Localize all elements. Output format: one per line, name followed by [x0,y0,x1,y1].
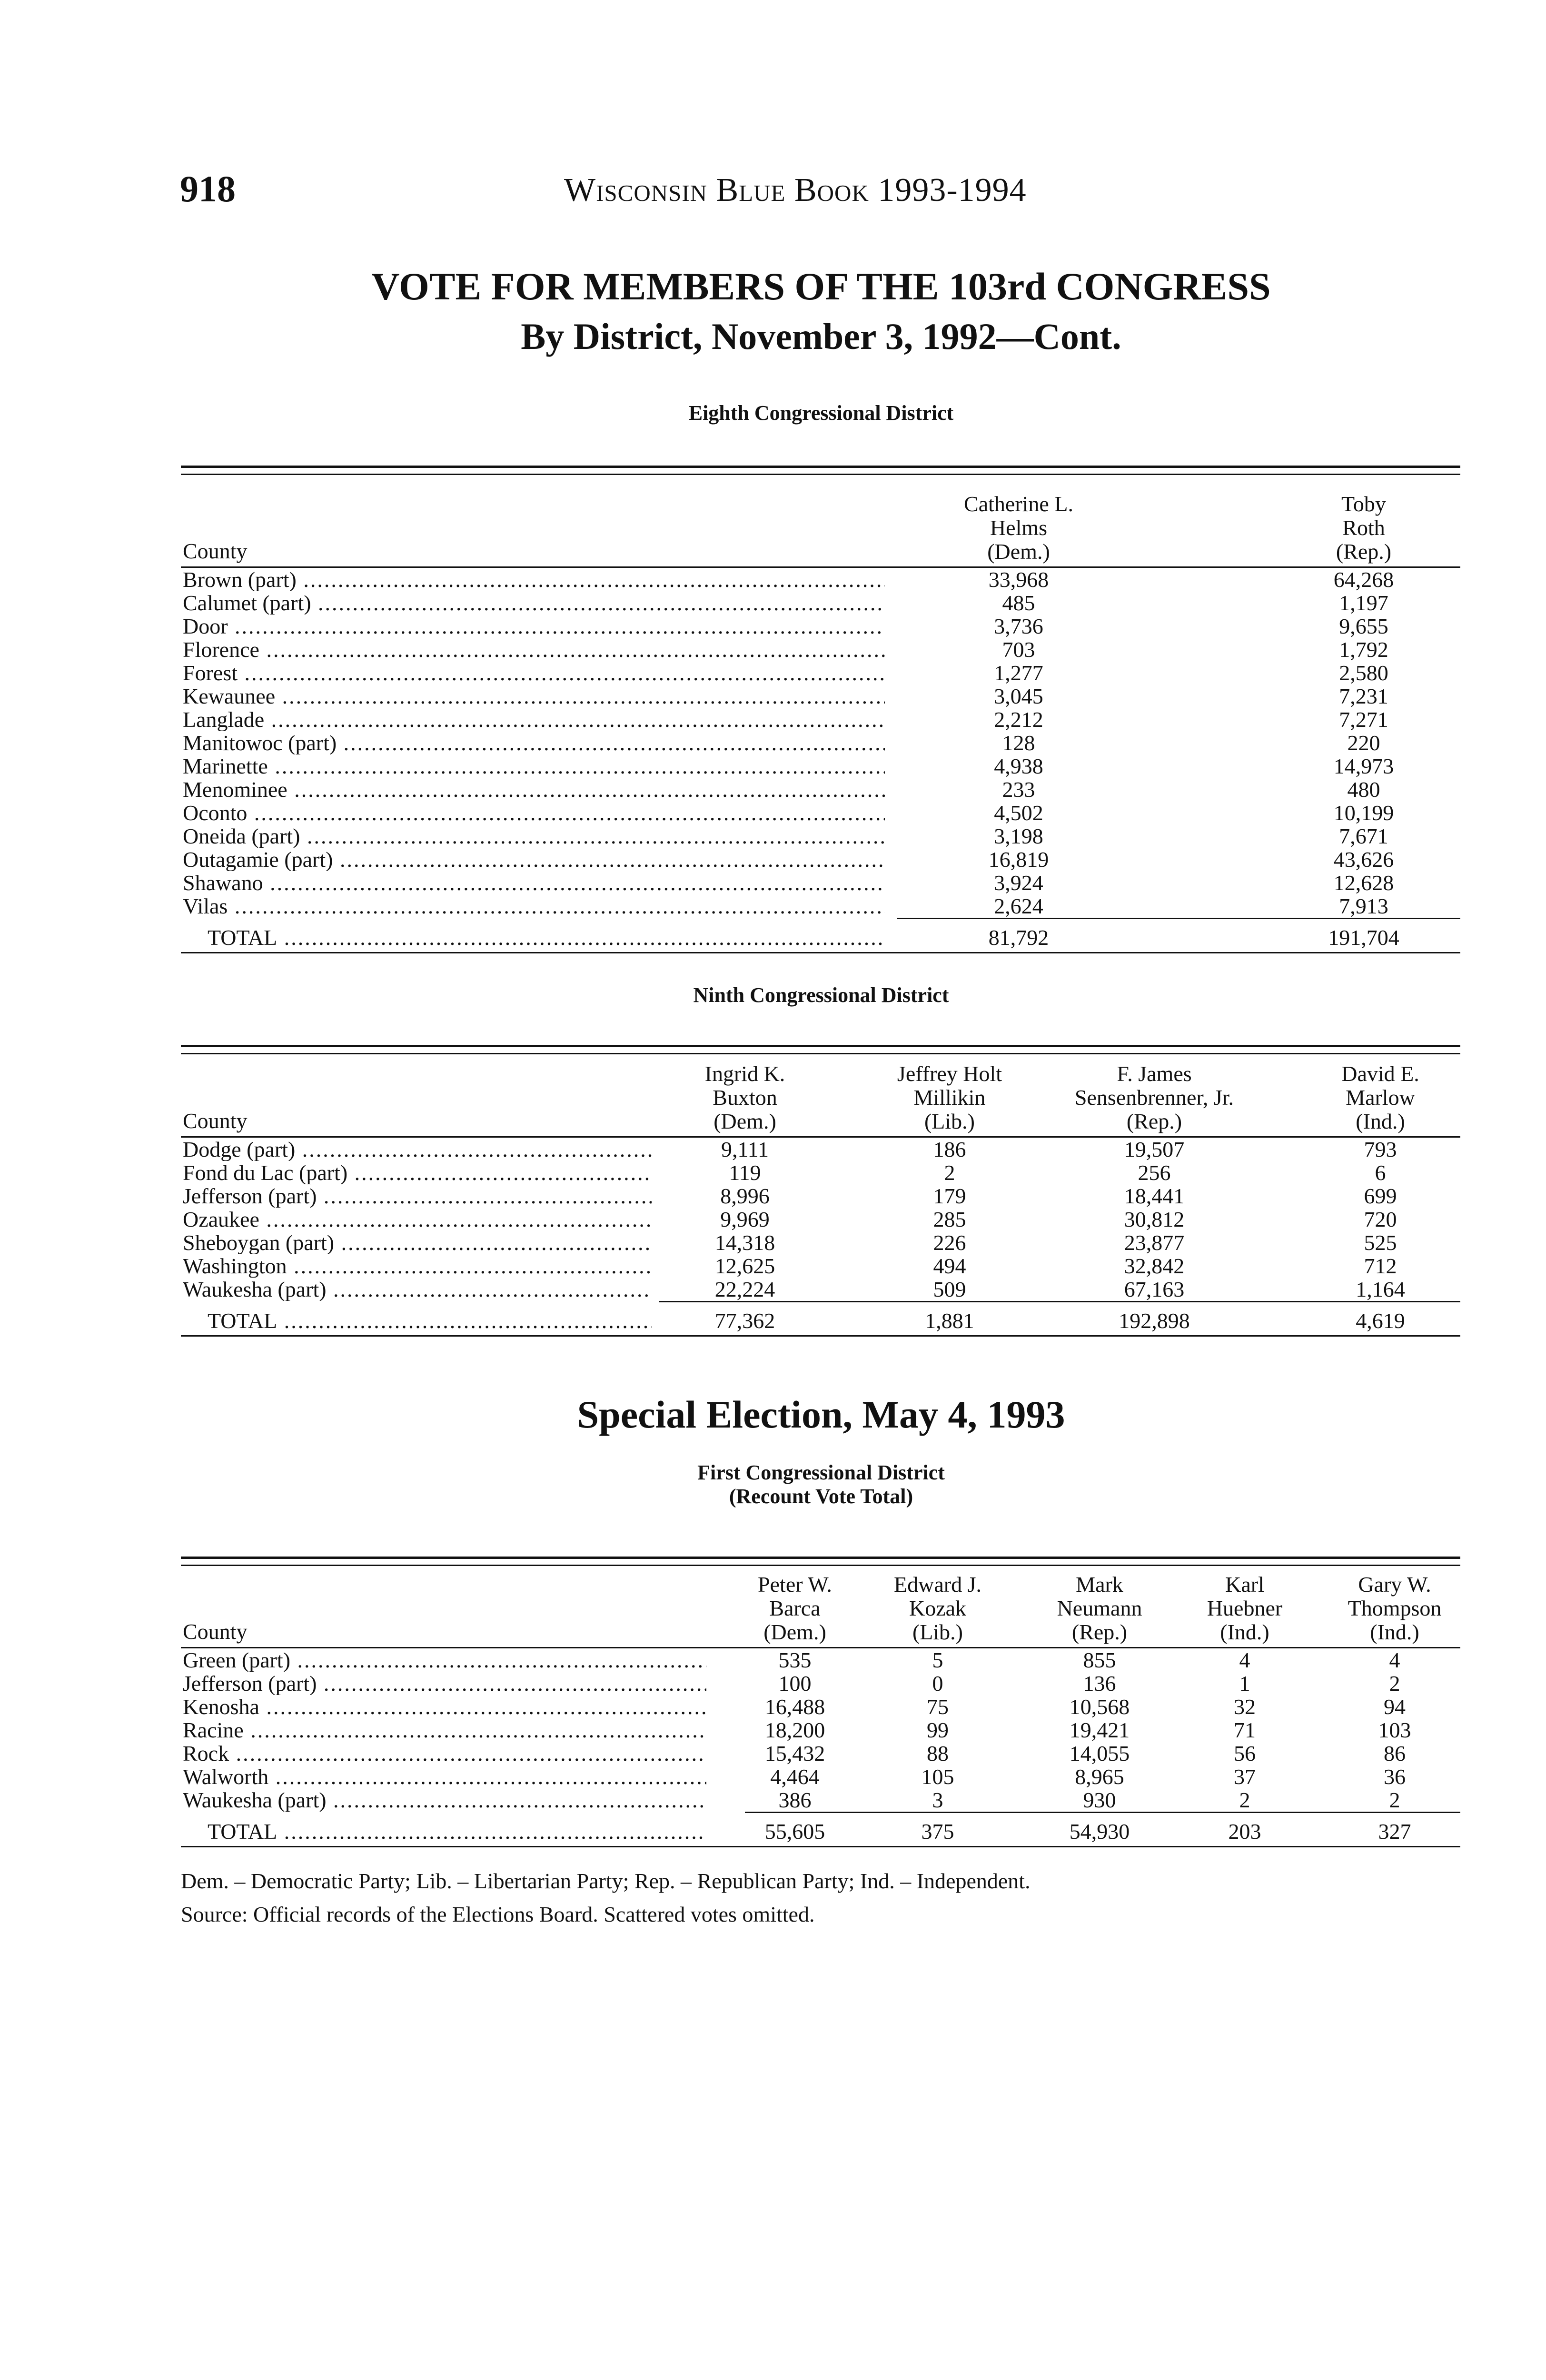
vote-count: 103 [1378,1718,1411,1742]
vote-count: 186 [933,1137,966,1161]
eighth-district-title: Eighth Congressional District [688,401,954,425]
table-row [181,1765,1460,1788]
county-name: Ozaukee ..... [183,1208,652,1231]
abbreviations-footnote: Dem. – Democratic Party; Lib. – Libertarian Party; Rep. – Republican Party; Ind. – Independent. [181,1869,1031,1893]
total-label: TOTAL ..... [208,1817,706,1846]
vote-count: 19,421 [1069,1718,1130,1742]
vote-count: 3 [932,1788,943,1812]
table-top-rule [181,1557,1460,1559]
vote-count: 16,488 [764,1695,825,1719]
vote-count: 4,502 [994,801,1043,825]
vote-count: 67,163 [1124,1277,1185,1301]
table-row [181,1231,1460,1254]
vote-count: 14,318 [714,1230,775,1255]
candidate-name: Edward J. [894,1572,981,1597]
vote-count: 119 [729,1160,761,1185]
vote-count: 100 [778,1671,812,1696]
vote-count: 5 [932,1648,943,1672]
vote-count: 15,432 [764,1741,825,1765]
total-vote-count: 375 [921,1819,954,1844]
vote-count: 2,624 [994,894,1043,918]
table-row [181,638,1460,661]
table-row [181,1672,1460,1695]
vote-count: 2,212 [994,707,1043,732]
county-name: Sheboygan (part) ..... [183,1231,652,1254]
vote-count: 71 [1234,1718,1256,1742]
vote-count: 12,625 [714,1254,775,1278]
vote-count: 386 [778,1788,812,1812]
table-row [181,1788,1460,1812]
county-name: Walworth ..... [183,1765,706,1788]
county-name: Langlade ..... [183,708,885,731]
table-row [181,848,1460,871]
county-name: Oconto ..... [183,801,885,824]
table-bottom-rule [181,1846,1460,1847]
candidate-header [1333,1573,1457,1644]
total-vote-count: 4,619 [1356,1309,1405,1333]
table-row [181,894,1460,918]
county-name: Racine ..... [183,1718,706,1742]
county-name: Vilas ..... [183,894,885,918]
table-row [181,1138,1460,1161]
vote-count: 7,271 [1339,707,1388,732]
vote-count: 94 [1384,1695,1406,1719]
county-name: Calumet (part) ..... [183,591,885,615]
candidate-party: (Dem.) [714,1109,776,1133]
vote-count: 226 [933,1230,966,1255]
candidate-party: (Ind.) [1370,1620,1419,1644]
vote-count: 32 [1234,1695,1256,1719]
candidate-name: Barca [769,1596,821,1620]
candidate-header [1188,1573,1302,1644]
candidate-party: (Rep.) [1126,1109,1182,1133]
vote-count: 75 [927,1695,949,1719]
vote-count: 33,968 [988,567,1049,592]
vote-count: 64,268 [1333,567,1394,592]
vote-count: 9,969 [720,1207,770,1231]
candidate-name: Neumann [1057,1596,1142,1620]
candidate-party: (Ind.) [1220,1620,1269,1644]
table-row [181,801,1460,824]
eighth-district-table [181,466,1460,953]
vote-count: 12,628 [1333,871,1394,895]
vote-count: 4,938 [994,754,1043,778]
candidate-header [1033,1573,1166,1644]
county-name: Manitowoc (part) ..... [183,731,885,754]
candidate-name: Ingrid K. [704,1061,785,1086]
vote-count: 8,965 [1075,1765,1124,1789]
total-label: TOTAL ..... [208,1307,652,1335]
table-row [181,1718,1460,1742]
county-name: Forest ..... [183,661,885,684]
vote-count: 179 [933,1184,966,1208]
vote-count: 1 [1239,1671,1250,1696]
total-vote-count: 327 [1378,1819,1411,1844]
candidate-name: Roth [1342,516,1385,540]
candidate-header [923,492,1114,564]
vote-count: 22,224 [714,1277,775,1301]
vote-count: 703 [1002,637,1035,662]
table-bottom-rule [181,1335,1460,1337]
page-title: VOTE FOR MEMBERS OF THE 103rd CONGRESS [371,265,1271,308]
candidate-name: Catherine L. [964,492,1073,516]
county-name: Waukesha (part) ..... [183,1788,706,1812]
source-footnote: Source: Official records of the Elections Board. Scattered votes omitted. [181,1902,815,1926]
vote-count: 56 [1234,1741,1256,1765]
candidate-party: (Rep.) [1071,1620,1128,1644]
candidate-header [876,1573,1000,1644]
county-column-header: County [183,539,248,563]
vote-count: 14,973 [1333,754,1394,778]
candidate-name: Marlow [1346,1085,1415,1110]
vote-count: 712 [1364,1254,1397,1278]
vote-count: 0 [932,1671,943,1696]
total-vote-count: 55,605 [764,1819,825,1844]
vote-count: 128 [1002,731,1035,755]
table-body [181,1138,1460,1301]
candidate-name: Millikin [913,1085,986,1110]
candidate-party: (Dem.) [987,539,1050,564]
page-subtitle: By District, November 3, 1992—Cont. [521,316,1121,357]
total-rule [745,1812,1460,1813]
vote-count: 793 [1364,1137,1397,1161]
candidate-name: Kozak [909,1596,967,1620]
table-row [181,778,1460,801]
vote-count: 699 [1364,1184,1397,1208]
county-name: Jefferson (part) ..... [183,1184,652,1208]
county-name: Florence ..... [183,638,885,661]
candidate-name: Helms [990,516,1048,540]
vote-count: 509 [933,1277,966,1301]
vote-count: 1,792 [1339,637,1388,662]
vote-count: 7,671 [1339,824,1388,848]
vote-count: 88 [927,1741,949,1765]
vote-count: 9,655 [1339,614,1388,638]
vote-count: 3,045 [994,684,1043,708]
table-body [181,568,1460,918]
vote-count: 485 [1002,591,1035,615]
vote-count: 256 [1138,1160,1171,1185]
vote-count: 2 [1389,1788,1400,1812]
vote-count: 30,812 [1124,1207,1185,1231]
vote-count: 7,231 [1339,684,1388,708]
candidate-party: (Dem.) [763,1620,826,1644]
vote-count: 37 [1234,1765,1256,1789]
candidate-header [1042,1062,1266,1133]
vote-count: 10,568 [1069,1695,1130,1719]
total-vote-count: 191,704 [1328,925,1399,950]
county-name: Rock ..... [183,1742,706,1765]
candidate-party: (Rep.) [1336,539,1392,564]
county-column-header: County [183,1109,248,1133]
candidate-name: Karl [1225,1572,1264,1597]
vote-count: 220 [1347,731,1380,755]
total-vote-count: 192,898 [1119,1309,1190,1333]
vote-count: 32,842 [1124,1254,1185,1278]
candidate-party: (Lib.) [912,1620,963,1644]
vote-count: 2 [1239,1788,1250,1812]
candidate-name: Thompson [1348,1596,1442,1620]
county-name: Brown (part) ..... [183,568,885,591]
ninth-district-table [181,1045,1460,1337]
vote-count: 494 [933,1254,966,1278]
table-row [181,568,1460,591]
page-number: 918 [180,168,236,209]
total-row [181,923,1460,952]
vote-count: 18,200 [764,1718,825,1742]
vote-count: 525 [1364,1230,1397,1255]
vote-count: 18,441 [1124,1184,1185,1208]
table-row [181,1648,1460,1672]
vote-count: 720 [1364,1207,1397,1231]
special-district-note: (Recount Vote Total) [729,1485,913,1508]
table-row [181,1161,1460,1184]
special-election-title: Special Election, May 4, 1993 [577,1393,1065,1436]
table-row [181,1208,1460,1231]
vote-count: 86 [1384,1741,1406,1765]
vote-count: 1,197 [1339,591,1388,615]
vote-count: 8,996 [720,1184,770,1208]
vote-count: 16,819 [988,847,1049,872]
vote-count: 36 [1384,1765,1406,1789]
candidate-name: Huebner [1207,1596,1283,1620]
vote-count: 480 [1347,777,1380,802]
vote-count: 855 [1083,1648,1116,1672]
table-header [181,475,1460,566]
county-name: Green (part) ..... [183,1648,706,1672]
county-name: Dodge (part) ..... [183,1138,652,1161]
candidate-name: Mark [1076,1572,1123,1597]
running-head: Wisconsin Blue Book 1993-1994 [564,172,1027,208]
county-name: Door ..... [183,615,885,638]
vote-count: 136 [1083,1671,1116,1696]
total-vote-count: 1,881 [925,1309,974,1333]
vote-count: 7,913 [1339,894,1388,918]
county-name: Outagamie (part) ..... [183,848,885,871]
table-row [181,871,1460,894]
table-row [181,591,1460,615]
candidate-name: F. James [1117,1061,1192,1086]
county-name: Washington ..... [183,1254,652,1278]
table-row [181,684,1460,708]
candidate-party: (Ind.) [1356,1109,1405,1133]
table-top-rule [181,1045,1460,1047]
county-name: Fond du Lac (part) ..... [183,1161,652,1184]
vote-count: 1,277 [994,661,1043,685]
vote-count: 10,199 [1333,801,1394,825]
table-row [181,1278,1460,1301]
vote-count: 2 [1389,1671,1400,1696]
table-row [181,1184,1460,1208]
vote-count: 3,924 [994,871,1043,895]
vote-count: 4 [1389,1648,1400,1672]
candidate-party: (Lib.) [924,1109,975,1133]
vote-count: 233 [1002,777,1035,802]
table-row [181,1742,1460,1765]
county-name: Shawano ..... [183,871,885,894]
candidate-header [1309,1062,1452,1133]
total-vote-count: 77,362 [714,1309,775,1333]
table-row [181,754,1460,778]
table-header [181,1054,1460,1136]
vote-count: 535 [778,1648,812,1672]
candidate-header [1297,492,1430,564]
candidate-header [657,1062,833,1133]
county-name: Jefferson (part) ..... [183,1672,706,1695]
vote-count: 2,580 [1339,661,1388,685]
county-name: Kewaunee ..... [183,684,885,708]
total-rule [659,1301,1460,1302]
total-vote-count: 54,930 [1069,1819,1130,1844]
vote-count: 9,111 [721,1137,769,1161]
county-name: Oneida (part) ..... [183,824,885,848]
total-vote-count: 81,792 [988,925,1049,950]
candidate-name: Peter W. [758,1572,832,1597]
special-district-title: First Congressional District [697,1461,945,1484]
candidate-name: Toby [1341,492,1386,516]
vote-count: 3,198 [994,824,1043,848]
table-row [181,1254,1460,1278]
table-row [181,661,1460,684]
special-election-table [181,1557,1460,1847]
table-row [181,1695,1460,1718]
total-row [181,1307,1460,1335]
vote-count: 19,507 [1124,1137,1185,1161]
candidate-name: Jeffrey Holt [897,1061,1002,1086]
total-rule [897,918,1460,919]
county-name: Marinette ..... [183,754,885,778]
table-row [181,708,1460,731]
candidate-name: Sensenbrenner, Jr. [1074,1085,1234,1110]
candidate-name: David E. [1341,1061,1419,1086]
vote-count: 23,877 [1124,1230,1185,1255]
vote-count: 105 [921,1765,954,1789]
vote-count: 2 [944,1160,955,1185]
vote-count: 6 [1375,1160,1386,1185]
county-name: Waukesha (part) ..... [183,1278,652,1301]
ninth-district-title: Ninth Congressional District [693,983,949,1007]
vote-count: 930 [1083,1788,1116,1812]
table-bottom-rule [181,952,1460,953]
table-header [181,1566,1460,1647]
vote-count: 3,736 [994,614,1043,638]
vote-count: 285 [933,1207,966,1231]
county-column-header: County [183,1619,248,1644]
vote-count: 43,626 [1333,847,1394,872]
table-row [181,731,1460,754]
table-row [181,824,1460,848]
vote-count: 4,464 [770,1765,820,1789]
county-name: Kenosha ..... [183,1695,706,1718]
total-vote-count: 203 [1228,1819,1261,1844]
total-row [181,1817,1460,1846]
vote-count: 4 [1239,1648,1250,1672]
candidate-name: Buxton [713,1085,777,1110]
table-row [181,615,1460,638]
vote-count: 99 [927,1718,949,1742]
candidate-header [862,1062,1038,1133]
table-body [181,1648,1460,1812]
county-name: Menominee ..... [183,778,885,801]
candidate-name: Gary W. [1358,1572,1431,1597]
candidate-header [733,1573,857,1644]
total-label: TOTAL ..... [208,923,885,952]
vote-count: 14,055 [1069,1741,1130,1765]
vote-count: 1,164 [1356,1277,1405,1301]
table-top-rule [181,466,1460,468]
